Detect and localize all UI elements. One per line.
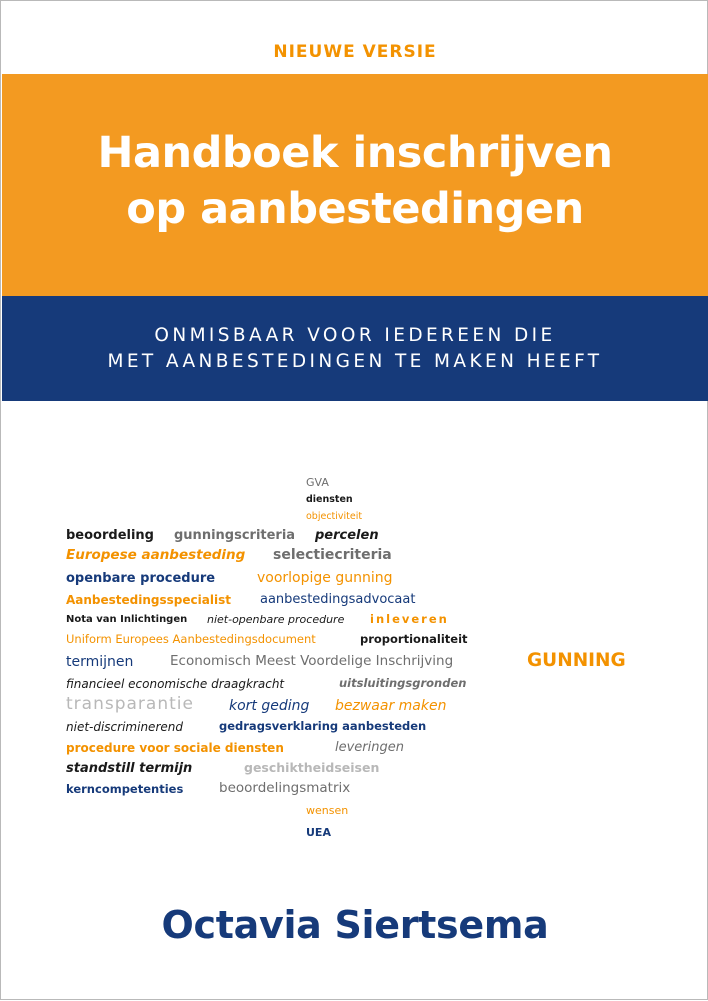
cloud-word-voorlopige-gunning: voorlopige gunning (257, 570, 393, 586)
edition-label: NIEUWE VERSIE (273, 42, 437, 62)
cloud-word-emvi: Economisch Meest Voordelige Inschrijving (170, 653, 454, 669)
cloud-word-diensten: diensten (306, 494, 353, 505)
cloud-word-gunning: GUNNING (527, 650, 626, 671)
title-line-2: op aanbestedingen (126, 184, 584, 234)
cloud-word-kort-geding: kort geding (229, 698, 310, 714)
cloud-word-kerncompetenties: kerncompetenties (66, 782, 184, 796)
cloud-word-geschiktheidseisen: geschiktheidseisen (244, 760, 380, 775)
cloud-word-uitsluitingsgronden: uitsluitingsgronden (339, 676, 467, 690)
cloud-word-proportionaliteit: proportionaliteit (360, 632, 468, 646)
cloud-word-objectiviteit: objectiviteit (306, 511, 363, 522)
cloud-word-wensen: wensen (306, 804, 349, 817)
cloud-word-niet-openbare-procedure: niet-openbare procedure (207, 613, 345, 626)
cloud-word-bezwaar-maken: bezwaar maken (335, 698, 447, 714)
cloud-word-aanbestedingsadvocaat: aanbestedingsadvocaat (260, 592, 416, 607)
title-line-1: Handboek inschrijven (97, 128, 613, 178)
cloud-word-gedragsverklaring-aanbesteden: gedragsverklaring aanbesteden (219, 719, 427, 733)
cloud-word-openbare-procedure: openbare procedure (66, 571, 216, 586)
cloud-word-nota-van-inlichtingen: Nota van Inlichtingen (66, 614, 188, 625)
subtitle-line-2: MET AANBESTEDINGEN TE MAKEN HEEFT (107, 351, 603, 372)
word-cloud (1, 1, 708, 1001)
cloud-word-leveringen: leveringen (335, 740, 404, 755)
author-name: Octavia Siertsema (161, 903, 549, 947)
subtitle-line-1: ONMISBAAR VOOR IEDEREEN DIE (154, 325, 556, 346)
cloud-word-financieel-economische-draagkracht: financieel economische draagkracht (66, 677, 285, 691)
cloud-word-gva: GVA (306, 476, 329, 489)
cloud-word-transparantie: transparantie (66, 694, 194, 714)
cloud-word-beoordelingsmatrix: beoordelingsmatrix (219, 780, 351, 796)
cloud-word-beoordeling: beoordeling (66, 528, 154, 543)
cloud-word-uniform-europees-aanbestedingsdocument: Uniform Europees Aanbestedingsdocument (66, 632, 316, 646)
cloud-word-percelen: percelen (315, 528, 379, 543)
cloud-word-uea: UEA (306, 826, 331, 839)
cloud-word-inleveren: inleveren (370, 612, 449, 626)
cloud-word-termijnen: termijnen (66, 654, 134, 670)
cloud-word-aanbestedingsspecialist: Aanbestedingsspecialist (66, 593, 231, 607)
cloud-word-selectiecriteria: selectiecriteria (273, 547, 392, 563)
cloud-word-niet-discriminerend: niet-discriminerend (66, 720, 183, 734)
cloud-word-europese-aanbesteding: Europese aanbesteding (66, 547, 246, 563)
cloud-word-standstill-termijn: standstill termijn (66, 761, 193, 776)
cloud-word-gunningscriteria: gunningscriteria (174, 528, 296, 543)
cloud-word-procedure-voor-sociale-diensten: procedure voor sociale diensten (66, 741, 284, 755)
